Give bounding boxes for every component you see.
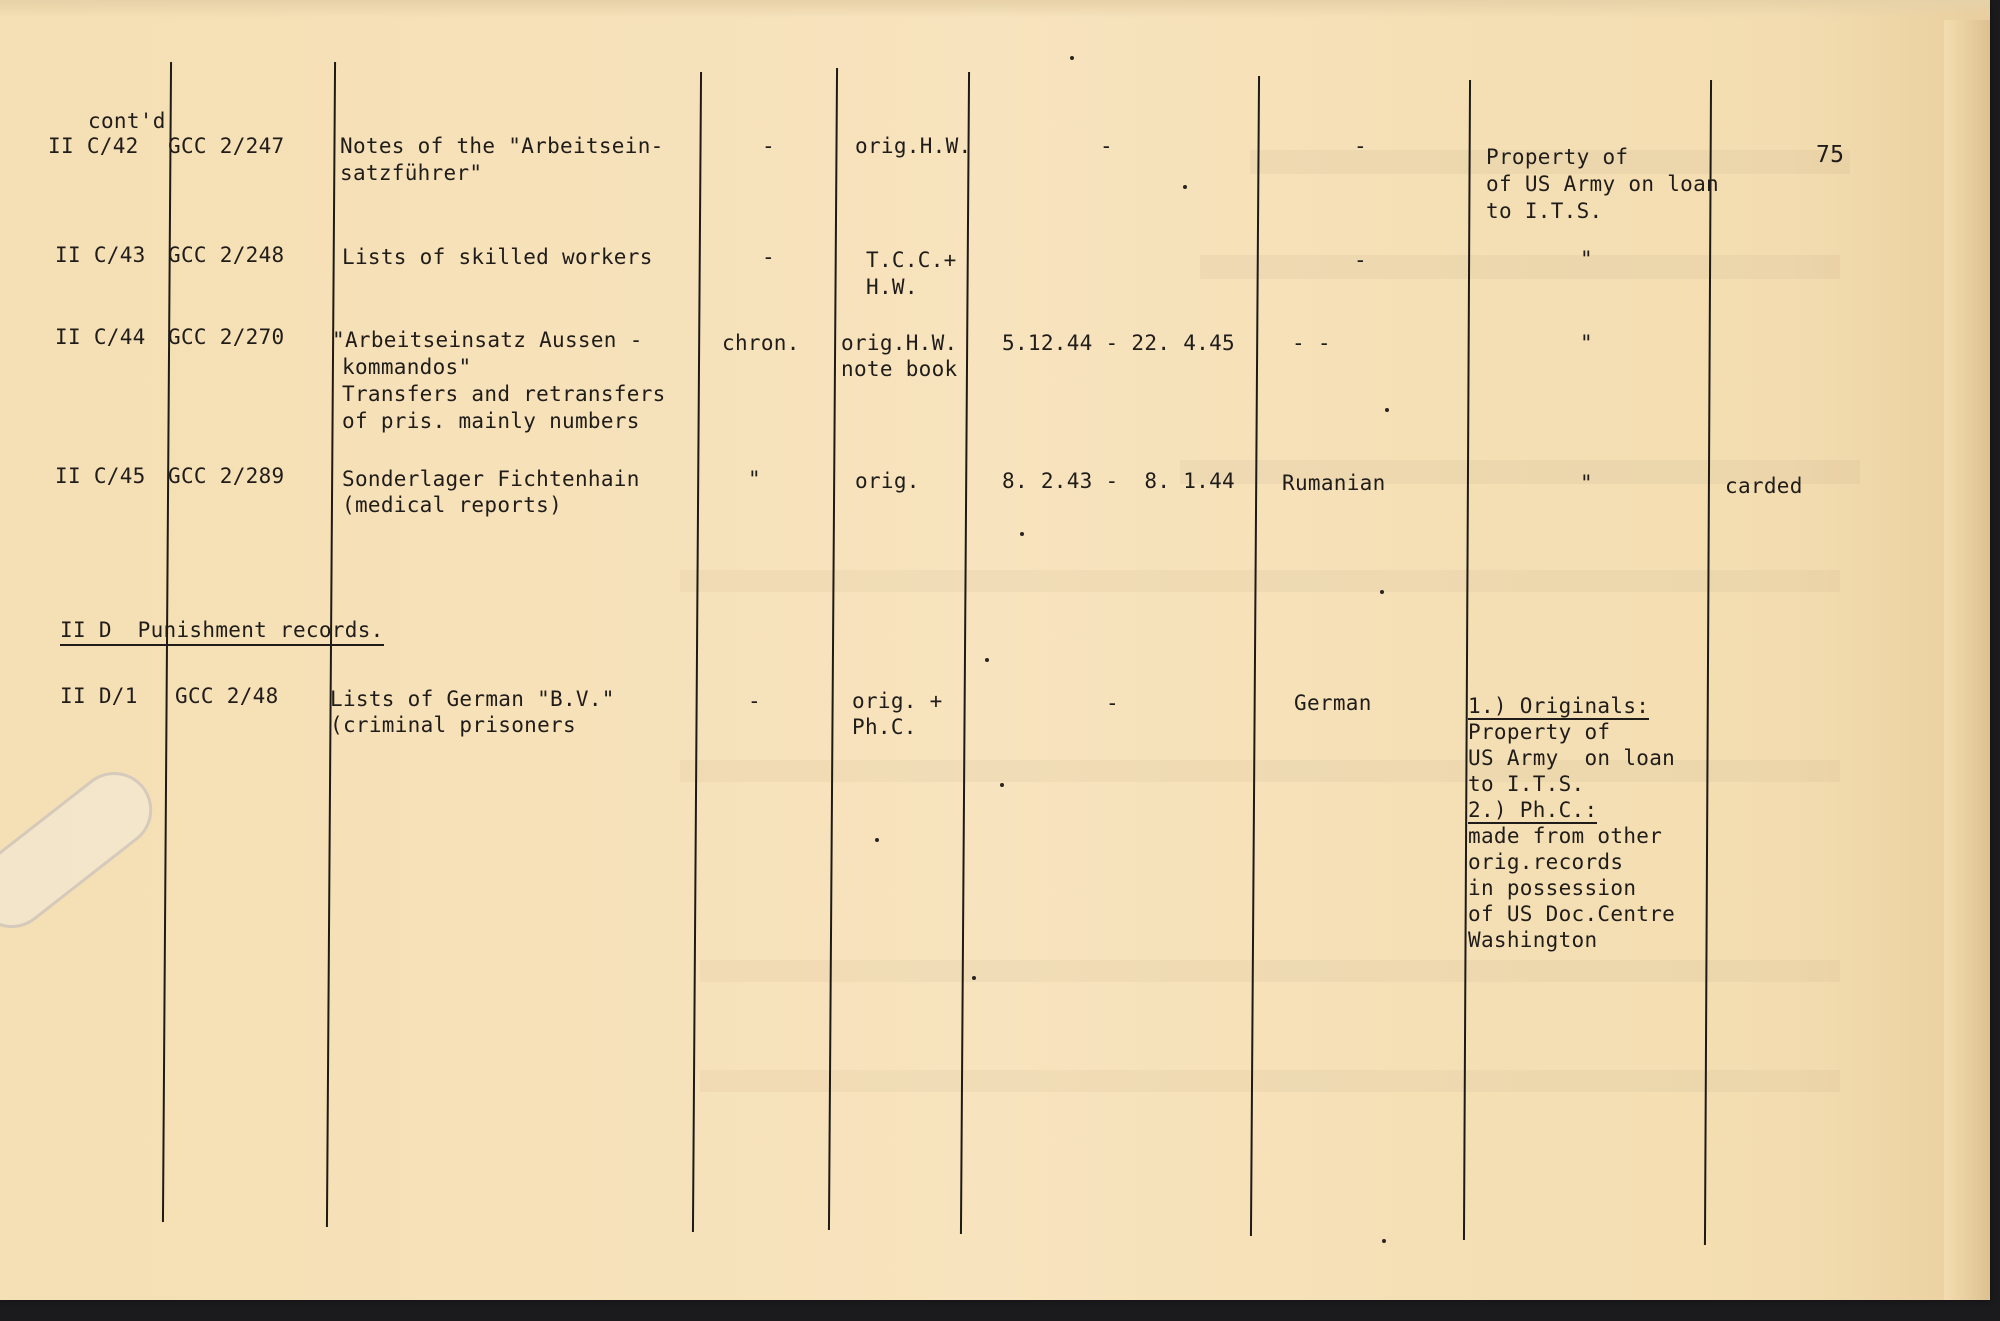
row-remarks-line: to I.T.S.: [1468, 772, 1585, 796]
row-language: -: [1354, 134, 1367, 158]
row-description-line: (criminal prisoners: [330, 713, 576, 737]
bleed-through-mark: [680, 570, 1840, 592]
row-remarks-line: Property of: [1486, 145, 1629, 169]
row-remarks-line: US Army on loan: [1468, 746, 1676, 770]
row-remarks-line: [1468, 693, 1649, 720]
page-top-shadow: [0, 0, 1990, 18]
row-arrangement: chron.: [722, 331, 800, 355]
bleed-through-mark: [700, 960, 1840, 982]
continued-note: cont'd: [88, 109, 166, 133]
row-ref: II C/42: [48, 134, 139, 158]
ink-speck: [875, 838, 879, 842]
column-rule: [1463, 80, 1471, 1240]
row-gcc: GCC 2/270: [168, 325, 285, 349]
row-remarks-ditto: ": [1580, 471, 1593, 495]
row-form-line: orig. +: [852, 689, 943, 713]
ink-speck: [1183, 185, 1187, 189]
ink-speck: [1000, 783, 1004, 787]
row-form-line: orig.H.W.: [841, 331, 958, 355]
row-language: Rumanian: [1282, 471, 1386, 495]
row-form-line: note book: [841, 357, 958, 381]
row-dates: -: [1100, 134, 1113, 158]
bleed-through-mark: [1200, 255, 1840, 279]
row-description-line: "Arbeitseinsatz Aussen -: [332, 328, 643, 352]
paper-clip: [0, 757, 168, 944]
ink-speck: [1020, 532, 1024, 536]
row-remarks-line: to I.T.S.: [1486, 199, 1603, 223]
ink-speck: [985, 658, 989, 662]
row-form: orig.: [855, 469, 920, 493]
row-gcc: GCC 2/248: [168, 243, 285, 267]
ink-speck: [972, 976, 976, 980]
row-description-line: of pris. mainly numbers: [342, 409, 640, 433]
row-ref: II D/1: [60, 684, 138, 708]
row-carded: carded: [1725, 474, 1803, 498]
row-description-line: (medical reports): [342, 493, 563, 517]
row-remarks-ditto: ": [1580, 331, 1593, 355]
remarks-photocopy-heading: 2.) Ph.C.:: [1468, 798, 1598, 822]
row-form-line: H.W.: [866, 275, 918, 299]
row-description-line: Lists of German "B.V.": [330, 687, 615, 711]
ink-speck: [1070, 56, 1074, 60]
row-remarks-line: [1468, 797, 1597, 824]
row-description-line: Lists of skilled workers: [342, 245, 653, 269]
row-form-line: Ph.C.: [852, 715, 917, 739]
row-description-line: Sonderlager Fichtenhain: [342, 467, 640, 491]
row-language: German: [1294, 691, 1372, 715]
section-heading: II D Punishment records.: [60, 617, 384, 646]
column-rule: [828, 68, 838, 1230]
page-edge: [1944, 20, 1990, 1300]
row-ref: II C/44: [55, 325, 146, 349]
row-arrangement: ": [748, 467, 761, 491]
row-description-line: Transfers and retransfers: [342, 382, 666, 406]
row-arrangement: -: [762, 134, 775, 158]
row-remarks-line: orig.records: [1468, 850, 1624, 874]
row-remarks-line: of US Doc.Centre: [1468, 902, 1676, 926]
row-ref: II C/43: [55, 243, 146, 267]
column-rule: [1250, 76, 1260, 1236]
row-gcc: GCC 2/247: [168, 134, 285, 158]
row-remarks-ditto: ": [1580, 247, 1593, 271]
page-number: 75: [1816, 142, 1845, 168]
row-form-line: T.C.C.+: [866, 248, 957, 272]
row-language: - -: [1292, 331, 1331, 355]
row-language: -: [1354, 248, 1367, 272]
ink-speck: [1380, 590, 1384, 594]
row-remarks-line: Property of: [1468, 720, 1611, 744]
row-arrangement: -: [748, 689, 761, 713]
row-remarks-line: made from other: [1468, 824, 1663, 848]
row-description-line: kommandos": [342, 355, 472, 379]
row-remarks-line: Washington: [1468, 928, 1598, 952]
ink-speck: [1382, 1239, 1386, 1243]
row-description-line: Notes of the "Arbeitsein-: [340, 134, 664, 158]
column-rule: [960, 72, 970, 1234]
row-dates: 8. 2.43 - 8. 1.44: [1002, 469, 1235, 493]
column-rule: [692, 72, 702, 1232]
row-remarks-line: in possession: [1468, 876, 1637, 900]
row-gcc: GCC 2/289: [168, 464, 285, 488]
row-form: orig.H.W.: [855, 134, 972, 158]
row-remarks-line: of US Army on loan: [1486, 172, 1719, 196]
bleed-through-mark: [700, 1070, 1840, 1092]
row-dates: -: [1106, 691, 1119, 715]
ink-speck: [1385, 408, 1389, 412]
row-dates: 5.12.44 - 22. 4.45: [1002, 331, 1235, 355]
row-ref: II C/45: [55, 464, 146, 488]
row-arrangement: -: [762, 245, 775, 269]
remarks-originals-heading: 1.) Originals:: [1468, 694, 1650, 718]
row-description-line: satzführer": [340, 161, 483, 185]
row-gcc: GCC 2/48: [175, 684, 279, 708]
